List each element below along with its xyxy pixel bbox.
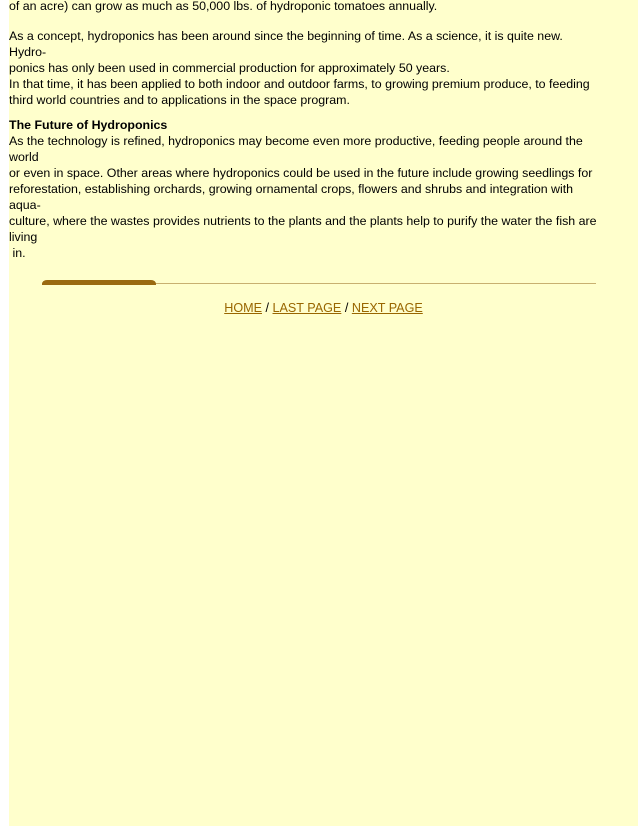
text-line: in. [9, 246, 26, 260]
page-navigation [9, 300, 638, 316]
divider-tab [42, 280, 156, 285]
page-body [9, 0, 638, 826]
text-line: of an acre) can grow as much as 50,000 lbs. of hydroponic tomatoes annually. [9, 0, 438, 13]
section-divider [42, 280, 596, 286]
text-line: world [9, 150, 39, 164]
text-line: ponics has only been used in commercial production for approximately 50 years. [9, 61, 450, 75]
text-line: As a concept, hydroponics has been around since the beginning of time. As a science, it is quite new. [9, 29, 563, 43]
nav-separator: / [341, 301, 352, 315]
section-heading: The Future of Hydroponics [9, 118, 168, 132]
section-future [9, 117, 607, 261]
paragraph-concept [9, 28, 600, 108]
paragraph-tomato-yield [9, 0, 447, 14]
text-line: or even in space. Other areas where hydroponics could be used in the future include growing seedlings for [9, 166, 593, 180]
next-page-link[interactable]: NEXT PAGE [351, 301, 423, 315]
text-line: reforestation, establishing orchards, growing ornamental crops, flowers and shrubs and integration with [9, 182, 574, 196]
home-link[interactable]: HOME [224, 301, 262, 315]
text-line: culture, where the wastes provides nutrients to the plants and the plants help to purify the water the fish are [9, 214, 597, 228]
text-line: As the technology is refined, hydroponics may become even more productive, feeding people around the [9, 134, 583, 148]
text-line: aqua- [9, 198, 41, 212]
last-page-link[interactable]: LAST PAGE [272, 301, 342, 315]
nav-separator: / [262, 301, 273, 315]
text-line: In that time, it has been applied to both indoor and outdoor farms, to growing premium produce, to feeding [9, 77, 590, 91]
text-line: Hydro- [9, 45, 47, 59]
text-line: third world countries and to applications in the space program. [9, 93, 350, 107]
text-line: living [9, 230, 38, 244]
